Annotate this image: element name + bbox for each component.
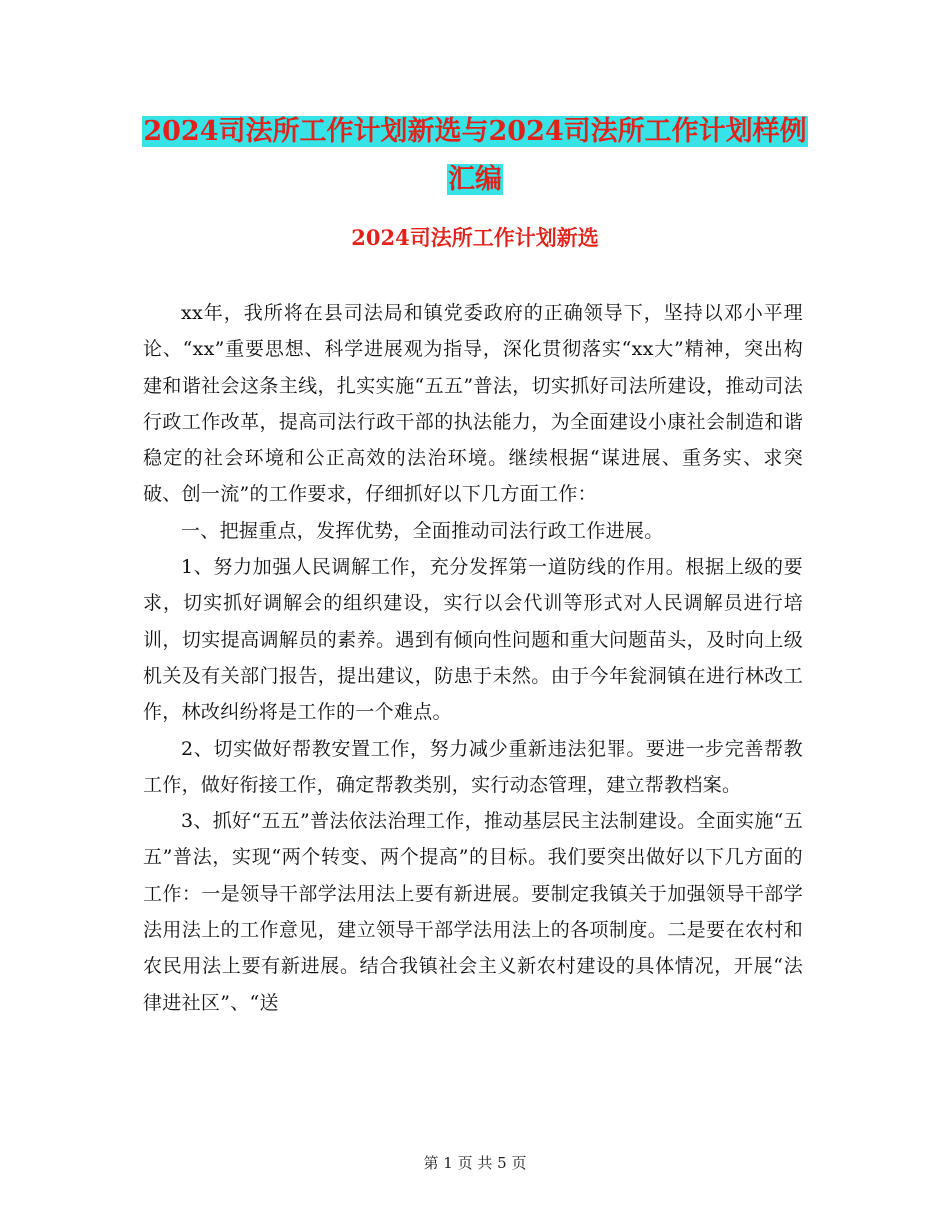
section-title: 2024司法所工作计划新选 (351, 225, 599, 250)
document-title-line-1: 2024司法所工作计划新选与2024司法所工作计划样例 (143, 116, 807, 147)
document-title-line-2: 汇编 (448, 164, 502, 195)
document-body (143, 295, 803, 1021)
paragraph-item-1: 1、努力加强人民调解工作，充分发挥第一道防线的作用。根据上级的要求，切实抓好调解会的组织建设，实行以会代训等形式对人民调解员进行培训，切实提高调解员的素养。遇到有倾向性问题和重大问题苗头，及时向上级机关及有关部门报告，提出建议，防患于未然。由于今年瓮洞镇在进行林改工作，林改纠纷将是工作的一个难点。 (143, 556, 803, 724)
paragraph-heading-1: 一、把握重点，发挥优势，全面推动司法行政工作进展。 (181, 519, 664, 542)
page-number-footer: 第 1 页 共 5 页 (423, 1154, 527, 1172)
paragraph-item-2: 2、切实做好帮教安置工作，努力减少重新违法犯罪。要进一步完善帮教工作，做好衔接工作，确定帮教类别，实行动态管理，建立帮教档案。 (143, 737, 803, 796)
document-title (0, 108, 950, 204)
paragraph-intro: xx年，我所将在县司法局和镇党委政府的正确领导下，坚持以邓小平理论、“xx”重要思想、科学进展观为指导，深化贯彻落实“xx大”精神，突出构建和谐社会这条主线，扎实实施“五五”普法，切实抓好司法所建设，推动司法行政工作改革，提高司法行政干部的执法能力，为全面建设小康社会制造和谐稳定的社会环境和公正高效的法治环境。继续根据“谋进展、重务实、求突破、创一流”的工作要求，仔细抓好以下几方面工作： (143, 302, 803, 506)
paragraph-item-3: 3、抓好“五五”普法依法治理工作，推动基层民主法制建设。全面实施“五五”普法，实现“两个转变、两个提高”的目标。我们要突出做好以下几方面的工作：一是领导干部学法用法上要有新进展。要制定我镇关于加强领导干部学法用法上的工作意见，建立领导干部学法用法上的各项制度。二是要在农村和农民用法上要有新进展。结合我镇社会主义新农村建设的具体情况，开展“法律进社区”、“送 (143, 810, 803, 1014)
